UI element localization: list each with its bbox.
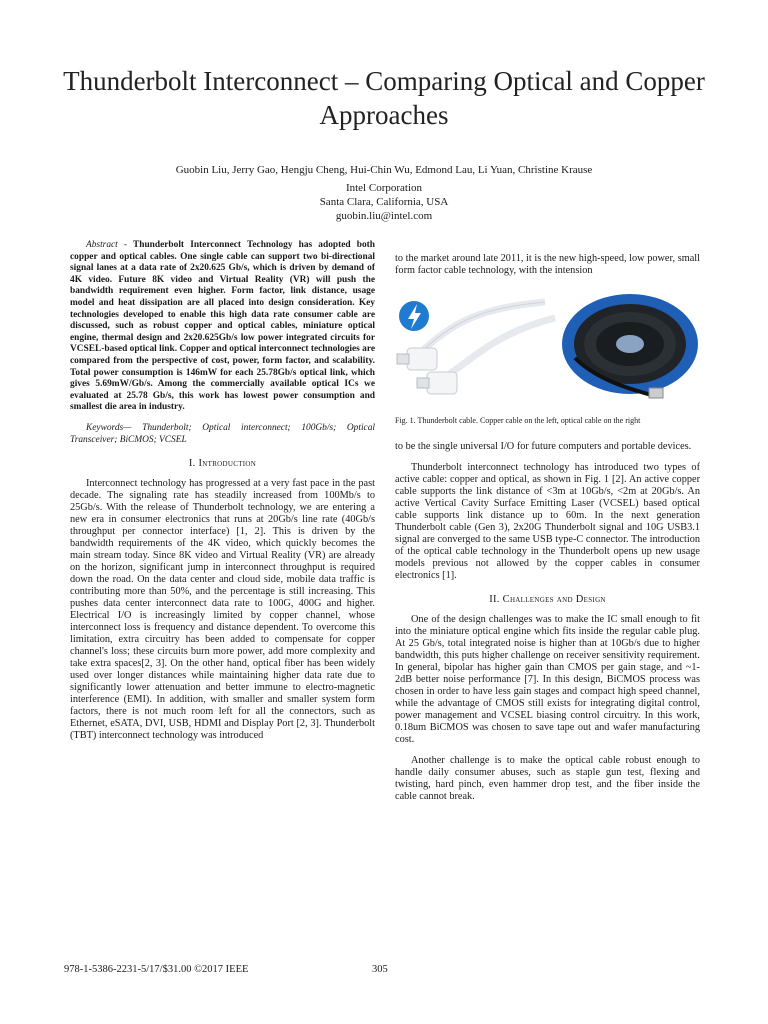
left-column [70, 240, 375, 742]
right-column [395, 441, 700, 803]
footer-copyright: 978-1-5386-2231-5/17/$31.00 ©2017 IEEE [64, 964, 249, 975]
copper-plug-left [397, 348, 437, 370]
right-paragraph-1: to be the single universal I/O for future computers and portable devices. [395, 441, 692, 452]
right-paragraph-3: One of the design challenges was to make the IC small enough to fit into the miniature optical engine which fits inside the regular cable plug. At 25 Gb/s, total integrated noise is higher than at 10Gb/s due to higher bandwidth, this puts higher challenge on receiver sensitivity requirement. In general, bipolar has higher gain than CMOS per gain stage, and ~1-2dB better noise performance [7]. In this design, BiCMOS process was chosen in order to have less gain stages and compact high speed channel, while the advantage of CMOS still exists for integrating digital control, power management and VCSEL biasing control circuitry. In this work, 0.18um BiCMOS was chosen to save tape out and wafer manufacturing cost. [395, 614, 700, 745]
keywords: Keywords— Thunderbolt; Optical interconnect; 100Gb/s; Optical Transceiver; BiCMOS; VCSEL [70, 422, 375, 445]
section-heading-challenges: II. Challenges and Design [489, 594, 606, 605]
right-paragraph-4: Another challenge is to make the optical cable robust enough to handle daily consumer abuses, such as staple gun test, flexing and twisting, hard pinch, even hammer drop test, and the fiber inside the cable cannot break. [395, 755, 700, 802]
copper-plug-right [417, 372, 457, 394]
thunderbolt-logo-icon [399, 301, 429, 331]
abstract [70, 240, 375, 414]
intro-paragraph: Interconnect technology has progressed at a very fast pace in the past decade. The signaling rate has steadily increased from 100Mb/s to 25Gb/s. With the release of Thunderbolt technology, we are entering a new era in consumer electronics that runs at 20Gb/s line rate (40Gb/s throughput per connector interface) [1, 2]. This is driven by the bandwidth requirements of the 4K video, which quickly becomes the main stream today. Since 8K video and Virtual Reality (VR) are already on the horizon, significant jump in interconnect throughput is required down the road. On the data center and cloud side, mobile data traffic is contributing more than 50%, and the percentage is still increasing. This pushes data center interconnect data rate to 100G, 400G and higher. Electrical I/O is increasingly limited by copper channel, whose interconnect loss is frequency and distance dependent. To overcome this limitation, extra circuitry has been added to compensate for copper channel's loss; these circuits burn more power, add more complexity and take extra spaces[2, 3]. On the other hand, optical fiber has been widely used over longer distances while maintaining higher data rate due to significantly lower attenuation and better immune to electro-magnetic interference (EMI). In addition, with smaller and smaller system form factors, there is not much room left for all the connectors, such as Ethernet, eSATA, DVI, USB, HDMI and Display Port [2, 3]. Thunderbolt (TBT) interconnect technology was introduced [70, 478, 375, 742]
location: Santa Clara, California, USA [319, 196, 449, 208]
abstract-text: Thunderbolt Interconnect Technology has adopted both copper and optical cables. One single cable can support two bi-directional signal lanes at a data rate of 2x20.625 Gb/s, which is driven by demand of 4K video. Future 8K video and Virtual Reality (VR) will push the bandwidth requirement even higher. Form factor, link distance, usage model and heat dissipation are all placed into design consideration. Key technologies developed to enable this high data rate consumer cable are discussed, such as robust copper and optical cables, miniature optical engine, thermal design and 2x20.625Gb/s low power integrated circuits for VCSEL-based optical link. Copper and optical interconnect technologies are compared from the perspective of cost, power, form factor, and scalability. Total power consumption is 146mW for each 25.78Gb/s optical link, which gives 5.69mW/Gb/s. Among the commercially available optical ICs we evaluated at 25.78 Gb/s, this work has lowest power consumption and smallest die area in industry. [70, 240, 375, 413]
abstract-label: Abstract - [86, 240, 128, 250]
page-number: 305 [372, 964, 388, 975]
figure-image [395, 288, 700, 400]
authors: Guobin Liu, Jerry Gao, Hengju Cheng, Hui-Chin Wu, Edmond Lau, Li Yuan, Christine Krause [175, 164, 593, 176]
figure-thunderbolt-cables [395, 288, 700, 400]
paper-title: Thunderbolt Interconnect – Comparing Optical and Copper Approaches [63, 66, 705, 130]
optical-plug [649, 388, 663, 398]
optical-cable-spool-icon [562, 294, 698, 394]
right-column-top [395, 253, 700, 277]
intro-continuation: to the market around late 2011, it is the new high-speed, low power, small form factor cable technology, with the intension [395, 253, 700, 276]
affiliation: Intel Corporation [345, 182, 423, 194]
right-paragraph-2: Thunderbolt interconnect technology has introduced two types of active cable: copper and optical, as shown in Fig. 1 [2]. An active copper cable supports the link distance of <3m at 10Gb/s, <2m at 20Gb/s. An active Vertical Cavity Surface Emitting Laser (VCSEL) based optical cable supports link distance up to 60m. In the next generation Thunderbolt cable (Gen 3), 2x20G Thunderbolt signal and 10G USB3.1 signal are converged to the same USB type-C connector. The introduction of the optical cable technology in the Thunderbolt opens up new usage models previous not allowed by the copper cables in consumer electronics [1]. [395, 462, 700, 581]
email[interactable]: guobin.liu@intel.com [335, 210, 433, 222]
figure-caption: Fig. 1. Thunderbolt cable. Copper cable on the left, optical cable on the right [395, 416, 641, 425]
section-heading-introduction: I. Introduction [188, 458, 257, 470]
